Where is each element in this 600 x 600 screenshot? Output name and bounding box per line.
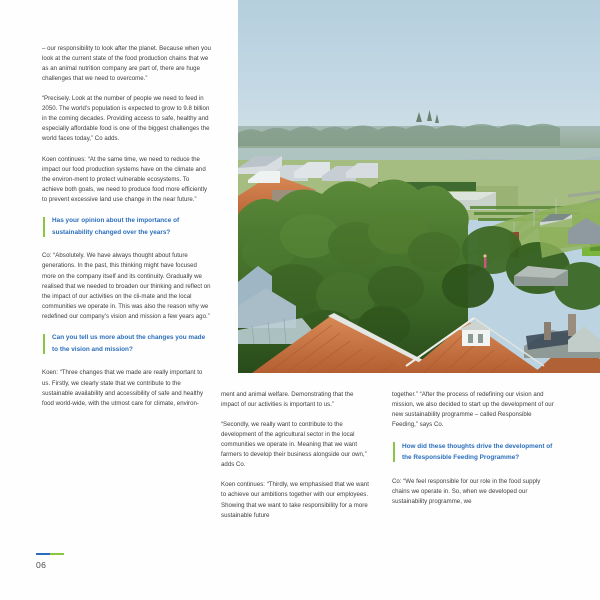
paragraph: Koen continues: “At the same time, we need to reduce the impact our food production systems have on the climate and the environ-ment to protect vulnerable ecosystems. To achieve both goals, we need to produce food more efficiently to prevent excessive land use change in the near future.” (42, 155, 208, 203)
text-column-left (42, 44, 212, 409)
paragraph: ment and animal welfare. Demonstrating that the impact of our activities is important to us.” (221, 391, 354, 409)
paragraph: together.” “After the process of redefining our vision and mission, we also decided to start up the development of our new sustainability programme – called Responsible Feeding,” says Co. (392, 391, 554, 429)
page-number: 06 (36, 560, 47, 571)
paragraph: Koen: “Three changes that we made are really important to us. Firstly, we clearly state that we contribute to the sustainable availability and accessibility of safe and healthy food world-wide, with the utmost care for climate, environ- (42, 369, 204, 407)
pull-question-3 (392, 441, 554, 464)
question-text: Can you tell us more about the changes you made to the vision and mission? (52, 334, 206, 353)
text-column-middle (221, 390, 373, 521)
paragraph: – our responsibility to look after the planet. Because when you look at the current state of the food production chains that we as an animal nutrition company are part of, there are huge challenges that we need to overcome.” (42, 45, 211, 83)
brand-rule-green-segment (50, 553, 64, 555)
question-text: Has your opinion about the importance of sustainability changed over the years? (52, 217, 180, 236)
text-column-right (392, 390, 554, 507)
paragraph: “Secondly, we really want to contribute to the development of the agricultural sector in the local communities we operate in. Meaning that we want farmers to develop their business alongside our own,” adds Co. (221, 421, 367, 469)
photo-illustration (238, 0, 600, 373)
pull-question-1 (42, 215, 212, 238)
brand-rule-blue-segment (36, 553, 50, 555)
paragraph: Koen continues: “Thirdly, we emphasised that we want to achieve our ambitions together with our employees. Showing that we want to take responsibility for a more sustainable future (221, 481, 369, 519)
page-footer (36, 553, 116, 570)
question-text: How did these thoughts drive the development of the Responsible Feeding Programme? (402, 442, 553, 462)
paragraph: “Precisely. Look at the number of people we need to feed in 2050. The world’s population is expected to grow to 9.8 billion in the coming decades. Providing access to safe, healthy and especially affordable food is one of the biggest challenges the world faces today,” Co adds. (42, 95, 210, 143)
brand-rule (36, 553, 64, 555)
paragraph: Co: “We feel responsible for our role in the food supply chains we operate in. So, when we developed our sustainability programme, we (392, 477, 541, 505)
pull-question-2 (42, 332, 212, 355)
paragraph: Co: “Absolutely. We have always thought about future generations. In the past, this thinking might have focused more on the company itself and its continuity. Gradually we realised that we needed to broaden our thinking and reflect on the impact of our activities on the cli-mate and the local communities we operate in. This was also the reason why we redefined our company’s vision and mission a few years ago.” (42, 252, 211, 320)
aerial-village-landscape-photo (238, 0, 600, 373)
